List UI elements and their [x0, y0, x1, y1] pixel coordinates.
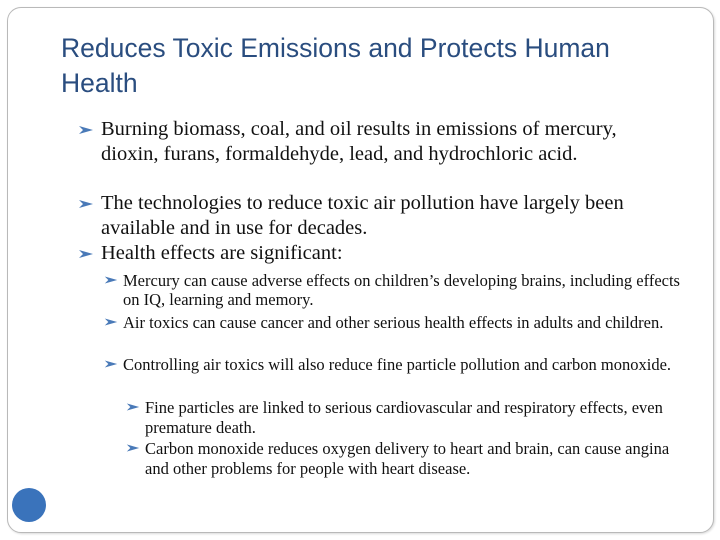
- bullet-item: [123, 355, 683, 374]
- bullet-icon: [125, 440, 143, 458]
- bullet-icon: [77, 245, 95, 263]
- bullet-text: Air toxics can cause cancer and other serious health effects in adults and children.: [123, 313, 664, 332]
- bullet-text: Fine particles are linked to serious cardiovascular and respiratory effects, even premature death.: [145, 398, 663, 437]
- bullet-icon: [77, 121, 95, 139]
- bullet-item: [101, 117, 671, 166]
- bullet-item: [101, 241, 671, 266]
- bullet-icon: [103, 272, 121, 290]
- decorative-circle: [12, 488, 46, 522]
- bullet-icon: [77, 195, 95, 213]
- bullet-item: [101, 191, 671, 240]
- bullet-text: Health effects are significant:: [101, 242, 343, 264]
- bullet-item: [145, 398, 685, 437]
- slide-title: Reduces Toxic Emissions and Protects Human Health: [61, 33, 610, 98]
- bullet-item: [123, 313, 683, 332]
- bullet-text: Mercury can cause adverse effects on children’s developing brains, including effects on IQ, learning and memory.: [123, 271, 680, 309]
- bullet-text: The technologies to reduce toxic air pollution have largely been available and in use for decades.: [101, 192, 624, 239]
- bullet-icon: [103, 314, 121, 332]
- bullet-text: Carbon monoxide reduces oxygen delivery to heart and brain, can cause angina and other problems for people with heart disease.: [145, 439, 670, 478]
- bullet-icon: [125, 399, 143, 417]
- bullet-text: Controlling air toxics will also reduce fine particle pollution and carbon monoxide.: [123, 355, 672, 374]
- bullet-text: Burning biomass, coal, and oil results in emissions of mercury, dioxin, furans, formaldehyde, lead, and hydrochloric acid.: [101, 118, 617, 165]
- bullet-icon: [103, 356, 121, 374]
- bullet-item: [145, 439, 685, 478]
- bullet-item: [123, 271, 683, 309]
